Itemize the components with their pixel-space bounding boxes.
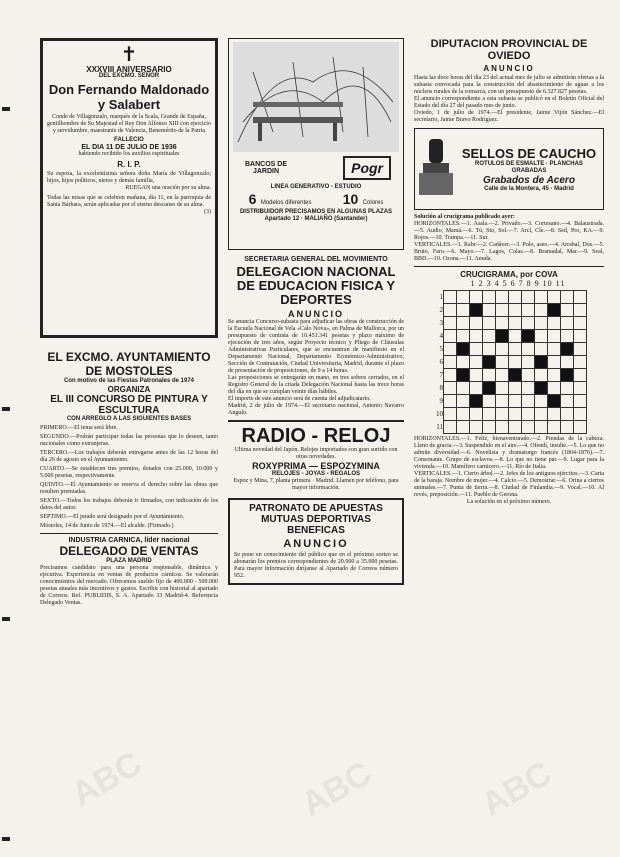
- row-number: 5: [439, 345, 443, 353]
- sellos-title: SELLOS DE CAUCHO: [461, 145, 597, 161]
- mostoles-sub: Con motivo de las Fiestas Patronales de 1974: [63, 378, 195, 384]
- delegacion-text: Se anuncia Concurso-subasta para adjudicar las obras de construcción de la Escuela Nacional de Vela «Calo Nova», en Palma de Mallorca, por un presupuesto de contrata de 10.451.341 pesetas y plazo máximo de ejecución de tres años, según Proyecto técnico y Pliego de Cláusulas Administrativas Particulares, que se encuentran de manifiesto en el Departamento Nacional, Departamento Económico-Administrativo, Sección de Contratación, Ciudad Universitaria, Madrid, durante el plazo de presentación de proposiciones, de 9 a 14 horas.: [228, 319, 404, 374]
- crossword-cell: [457, 395, 470, 408]
- crossword-cell: [470, 382, 483, 395]
- radio-addr: Espoz y Mina, 7, planta primera · Madrid. Llamen por teléfono, para mayor información.: [233, 478, 399, 491]
- crossword-cell: [548, 395, 561, 408]
- crossword-cell: [483, 356, 496, 369]
- crossword-cell: [457, 291, 470, 304]
- row-number: 2: [439, 306, 443, 314]
- delegacion-title: DELEGACION NACIONAL DE EDUCACION FISICA Y DEPORTES: [236, 264, 396, 307]
- crossword-cell: [522, 291, 535, 304]
- column-numbers: 1 2 3 4 5 6 7 8 9 10 11: [470, 279, 566, 288]
- crossword-cell: [561, 382, 574, 395]
- crossword-cell: [457, 343, 470, 356]
- patronato-anuncio: ANUNCIO: [283, 538, 349, 550]
- crossword-cell: [444, 382, 457, 395]
- crossword-cell: [574, 330, 587, 343]
- industria-ad: [40, 537, 218, 607]
- crossword-cell: [535, 356, 548, 369]
- solucion-h: HORIZONTALES.—1. Asala.—2. Privado.—3. Cortesano.—4. Balaustrada.—5. Audio, Mamá.—6. Tú, Sto, Sol.—7. Arcl, Cle.—8. Sed, Pro, KA.—9. Rojos.—10. Trampa.—11. Sur.: [414, 221, 604, 241]
- row-number: 1: [439, 293, 443, 301]
- column-middle: [228, 38, 404, 585]
- crossword-cell: [483, 304, 496, 317]
- crossword-cell: [496, 369, 509, 382]
- honorific: DEL EXCMO. SEÑOR: [98, 73, 160, 79]
- bancos-ad: [228, 38, 404, 250]
- watermark: ABC: [295, 754, 378, 824]
- bases-item: PRIMERO.—El tema será libre.: [40, 425, 118, 431]
- bases-list: [40, 425, 218, 521]
- crossword-cell: [470, 395, 483, 408]
- organiza: ORGANIZA: [107, 385, 151, 394]
- titles: Conde de Villagonzalo, marqués de la Scala, Grande de España, gentilhombre de Su Majestad el Rey Don Alfonso XIII con ejercicio y servidumbre, maestrante de Valencia, Benemérito de la Patria: [47, 114, 211, 134]
- crossword-cell: [496, 408, 509, 421]
- crossword-cell: [548, 408, 561, 421]
- crossword-cell: [483, 382, 496, 395]
- crossword-cell: [522, 330, 535, 343]
- crossword-cell: [509, 291, 522, 304]
- concurso-title: EL III CONCURSO DE PINTURA Y ESCULTURA: [50, 394, 208, 416]
- crossword-cell: [509, 382, 522, 395]
- delegacion-ad: [228, 256, 404, 417]
- anuncio-label: ANUNCIO: [288, 309, 344, 319]
- row-number: 6: [439, 358, 443, 366]
- crossword-cell: [457, 382, 470, 395]
- crossword-grid: [431, 290, 587, 434]
- bases-item: SEPTIMO.—El jurado será designado por el Ayuntamiento.: [40, 514, 185, 520]
- crossword-cell: [444, 291, 457, 304]
- crossword-cell: [470, 421, 483, 434]
- crossword-cell: [509, 343, 522, 356]
- crucigrama-title: CRUCIGRAMA, por COVA: [460, 270, 558, 279]
- crossword-cell: [496, 304, 509, 317]
- crossword-cell: [470, 291, 483, 304]
- row-number: 10: [436, 410, 443, 418]
- bancos-label: BANCOS DE JARDIN: [244, 161, 287, 175]
- crossword-cell: [483, 408, 496, 421]
- radio-cat: RELOJES - JOYAS - REGALOS: [271, 471, 361, 477]
- colors-label: Colores: [362, 200, 384, 206]
- crossword-cell: [548, 382, 561, 395]
- crossword-cell: [548, 356, 561, 369]
- crossword-cell: [483, 369, 496, 382]
- crossword-cell: [496, 317, 509, 330]
- colors-count: 10: [342, 191, 359, 207]
- crossword-cell: [522, 395, 535, 408]
- crossword-cell: [496, 291, 509, 304]
- crossword-cell: [548, 330, 561, 343]
- crossword-cell: [548, 291, 561, 304]
- row-number: 9: [439, 397, 443, 405]
- crossword-cell: [574, 317, 587, 330]
- delegacion-text3: El importe de este anuncio será de cuenta del adjudicatario.: [228, 396, 371, 402]
- delegacion-text2: Las proposiciones se entregarán en mano, en tres sobres cerrados, en el Registro General de la citada Delegación Nacional hasta las trece horas del día en que se cumplan veinte días hábiles.: [228, 375, 404, 395]
- crossword-cell: [535, 395, 548, 408]
- crossword-cell: [522, 304, 535, 317]
- crossword-cell: [457, 304, 470, 317]
- crossword-cell: [496, 382, 509, 395]
- crossword-cell: [509, 317, 522, 330]
- crossword-cell: [522, 408, 535, 421]
- crossword-cell: [522, 369, 535, 382]
- crossword-cell: [561, 330, 574, 343]
- patronato-title: PATRONATO DE APUESTAS MUTUAS DEPORTIVAS BENEFICAS: [249, 503, 383, 536]
- models-count: 6: [248, 191, 257, 207]
- radio-sub: Ultima novedad del Japón. Relojes importados con gran surtido con otras novedades.: [234, 447, 398, 460]
- crossword-cell: [522, 343, 535, 356]
- diputacion-text: Hasta las doce horas del día 23 del actual mes de julio se admitirán ofertas a la subasta convocada para la construcción del abastecimiento de aguas a los núcleos rurales de la comarca, con un presupuesto de 6.327.827 pesetas.: [414, 75, 604, 95]
- crossword-cell: [444, 343, 457, 356]
- patronato-ad: [228, 498, 404, 585]
- crossword-cell: [457, 369, 470, 382]
- cross-icon: ✝: [120, 44, 138, 66]
- crossword-cell: [470, 356, 483, 369]
- delegacion-sign: Madrid, 2 de julio de 1974.—El secretario nacional, Antonio Navarro Angulo.: [228, 403, 404, 416]
- crossword-cell: [470, 408, 483, 421]
- line1: LINEA GENERATIVO - ESTUDIO: [270, 184, 362, 190]
- radio-ad: [228, 425, 404, 492]
- crossword-cell: [457, 356, 470, 369]
- crossword-cell: [444, 304, 457, 317]
- request-prayer: RUEGAN una oración por su alma.: [125, 185, 211, 191]
- crossword-cell: [470, 317, 483, 330]
- bases-item: TERCERO.—Los trabajos deberán entregarse antes de las 12 horas del día 26 de agosto en el Ayuntamiento.: [40, 450, 218, 463]
- crossword-cell: [483, 395, 496, 408]
- column-right: [414, 38, 604, 506]
- mostoles-title: EL EXCMO. AYUNTAMIENTO DE MOSTOLES: [47, 350, 211, 378]
- rip: R. I. P.: [117, 160, 141, 169]
- crossword-cell: [561, 317, 574, 330]
- crossword-cell: [509, 330, 522, 343]
- crossword-cell: [535, 382, 548, 395]
- crossword-cell: [535, 330, 548, 343]
- crossword-cell: [470, 369, 483, 382]
- stamp-icon: [419, 139, 453, 199]
- crossword-cell: [574, 343, 587, 356]
- bases-item: QUINTO.—El Ayuntamiento se reserva el derecho sobre las obras que resulten premiadas.: [40, 482, 218, 495]
- solucion-title: Solución al crucigrama publicado ayer:: [414, 214, 515, 220]
- sellos-sub: ROTULOS DE ESMALTE · PLANCHAS GRABADAS: [475, 160, 583, 174]
- death-date: EL DIA 11 DE JULIO DE 1936: [81, 144, 177, 151]
- crossword-cell: [496, 330, 509, 343]
- crucigrama-foot: La solución en el próximo número.: [466, 499, 552, 505]
- crossword-cell: [483, 291, 496, 304]
- crossword-cell: [574, 291, 587, 304]
- crossword-cell: [561, 408, 574, 421]
- sellos-name: Grabados de Acero: [483, 174, 575, 186]
- watermark: ABC: [475, 754, 558, 824]
- crossword-cell: [457, 421, 470, 434]
- crossword-cell: [561, 291, 574, 304]
- ad-ref: (3): [204, 209, 211, 215]
- crossword-cell: [522, 421, 535, 434]
- crucigrama-v: VERTICALES.—1. Cierto árbol.—2. Jefes de los antiguos ejércitos.—3. Carta de la baraja. Nombre de mujer.—4. Calcio.—5. Demostrar.—6. Orina a ciertos animales.—7. Punta de tierra.—8. Ciudad de Finlandia.—9. Vocal.—10. Al revés, preposición.—11. Pueblo de Gerona.: [414, 471, 604, 498]
- family-text: Su esposa, la excelentísima señora doña María de Villagonzalo; hijos, hijos políticos, nietos y demás familia,: [47, 171, 211, 184]
- crossword-cell: [535, 304, 548, 317]
- crossword-cell: [548, 317, 561, 330]
- crossword-cell: [496, 421, 509, 434]
- crossword-cell: [509, 304, 522, 317]
- industria-place: PLAZA MADRID: [106, 558, 152, 564]
- row-number: 8: [439, 384, 443, 392]
- secretaria: SECRETARIA GENERAL DEL MOVIMIENTO: [244, 256, 388, 263]
- crossword-cell: [548, 421, 561, 434]
- crossword-cell: [509, 369, 522, 382]
- patronato-text: Se pone en conocimiento del público que en el próximo sorteo se abonarán los premios correspondientes de 20.000 a 35.000 pesetas. Para mayor información diríjanse al Apartado de Correos número 952.: [234, 552, 398, 579]
- crossword-cell: [561, 421, 574, 434]
- crossword-cell: [509, 356, 522, 369]
- crossword-cell: [509, 408, 522, 421]
- crossword-cell: [535, 343, 548, 356]
- diputacion-ad: [414, 38, 604, 124]
- column-left: [40, 38, 218, 607]
- crossword-cell: [561, 343, 574, 356]
- crossword-cell: [483, 330, 496, 343]
- row-number: 4: [439, 332, 443, 340]
- industria-text: Precisamos candidato para una persona responsable, dinámica y ejecutiva. Experiencia en ventas de productos cárnicos. Se valorarán conocimientos del mercado. Ofrecemos sueldo fijo de 400.000 - 500.000 pesetas anuales más incentivos y gastos. Escribir con historial al apartado de Correos. Ref. PUBLIDIS, S. A. Apartado 33 Madrid-4. Referencia Delegado Ventas.: [40, 565, 218, 606]
- crossword-cell: [574, 408, 587, 421]
- row-number: 11: [436, 423, 443, 431]
- bases-item: SEGUNDO.—Podrán participar todas las personas que lo deseen, tanto nacionales como extranjeras.: [40, 434, 218, 447]
- crossword-cell: [509, 421, 522, 434]
- obituary-notice: [40, 38, 218, 338]
- crossword-cell: [470, 304, 483, 317]
- crossword-cell: [561, 395, 574, 408]
- diputacion-anuncio: ANUNCIO: [483, 64, 535, 73]
- bases-item: SEXTO.—Todos los trabajos deberán ir firmados, con indicación de los datos del autor.: [40, 498, 218, 511]
- crossword-cell: [496, 356, 509, 369]
- crossword-cell: [444, 317, 457, 330]
- distribuidor: DISTRIBUIDOR PRECISAMOS EN ALGUNAS PLAZAS: [239, 209, 393, 215]
- sellos-ad: [414, 128, 604, 210]
- crossword-cell: [535, 291, 548, 304]
- crossword-cell: [574, 382, 587, 395]
- crossword-cell: [444, 369, 457, 382]
- crossword-cell: [561, 304, 574, 317]
- industria-title: DELEGADO DE VENTAS: [59, 544, 199, 558]
- row-number: 7: [439, 371, 443, 379]
- crucigrama: [414, 270, 604, 506]
- bases-label: CON ARREGLO A LAS SIGUIENTES BASES: [66, 416, 192, 422]
- deceased-name: Don Fernando Maldonado y Salabert: [48, 82, 210, 112]
- solucion: [414, 214, 604, 263]
- crossword-cell: [548, 343, 561, 356]
- crossword-cell: [561, 369, 574, 382]
- radio-brands: ROXYPRIMA — ESPOZYMINA: [252, 461, 380, 471]
- industria-head: INDUSTRIA CARNICA, líder nacional: [68, 537, 190, 544]
- crossword-cell: [457, 317, 470, 330]
- crossword-cell: [457, 330, 470, 343]
- crossword-cell: [496, 343, 509, 356]
- brand-logo: Pogr: [343, 156, 391, 180]
- masses-text: Todas las misas que se celebren mañana, día 11, en la parroquia de Santa Bárbara, serán aplicadas por el eterno descanso de su alma.: [47, 195, 211, 208]
- sacraments: habiendo recibido los auxilios espirituales: [78, 151, 180, 157]
- crucigrama-h: HORIZONTALES.—1. Feliz, bienaventurado.—2. Prendas de la cabeza. Lleno de gracia.—3. Suspendido en el aire.—4. Ofendí, insulté.—5. Lo que no admite diversidad.—6. Novelista y dramaturgo francés (1804-1876).—7. Consonante. Grupo de esclavos.—8. Lo que no tiene par.—9. Lugar para la vivienda.—10. Mamífero carnicero.—11. Río de Italia.: [414, 436, 604, 470]
- crossword-cell: [496, 395, 509, 408]
- crossword-cell: [444, 395, 457, 408]
- crossword-cell: [535, 421, 548, 434]
- crossword-cell: [444, 330, 457, 343]
- anniversary: XXXVIII ANIVERSARIO: [86, 65, 172, 74]
- sellos-addr: Calle de la Montera, 45 · Madrid: [484, 185, 574, 192]
- garden-bench-illustration: [233, 42, 399, 152]
- radio-title: RADIO - RELOJ: [241, 425, 391, 447]
- crossword-cell: [574, 304, 587, 317]
- crossword-cell: [548, 369, 561, 382]
- crossword-cell: [483, 343, 496, 356]
- crossword-cell: [522, 356, 535, 369]
- crossword-cell: [535, 317, 548, 330]
- crossword-cell: [574, 421, 587, 434]
- crossword-cell: [483, 317, 496, 330]
- crossword-cell: [522, 382, 535, 395]
- crossword-cell: [483, 421, 496, 434]
- watermark: ABC: [65, 744, 148, 814]
- crossword-cell: [444, 356, 457, 369]
- crossword-cell: [457, 408, 470, 421]
- diputacion-sign: Oviedo, 1 de julio de 1974.—El presidente, Jaime Vijón Sánchez.—El secretario, Jaime Bravo Rodríguez.: [414, 110, 604, 123]
- crossword-cell: [574, 369, 587, 382]
- diputacion-text2: El anuncio correspondiente a esta subasta se publicó en el Boletín Oficial del Estado del día 27 del pasado mes de junio.: [414, 96, 604, 109]
- solucion-v: VERTICALES.—1. Rabr.—2. Cadáver.—3. Polo, aseo.—4. Arrabal, Dos.—5. Bruto, Faro.—6. Mayo.—7. Lagos, Colas.—8. Bramadal, Mar.—9. Seal, BBD.—10. Ozona.—11. Anuda.: [414, 242, 604, 262]
- crossword-cell: [574, 356, 587, 369]
- crossword-cell: [509, 395, 522, 408]
- bancos-contact: Apartado 12 · MALIAÑO (Santander): [264, 216, 368, 222]
- crossword-cell: [561, 356, 574, 369]
- crossword-cell: [535, 408, 548, 421]
- crossword-cell: [548, 304, 561, 317]
- crossword-cell: [470, 330, 483, 343]
- crossword-cell: [470, 343, 483, 356]
- crossword-cell: [444, 421, 457, 434]
- diputacion-title: DIPUTACION PROVINCIAL DE OVIEDO: [430, 38, 588, 62]
- mostoles-sign: Móstoles, 14 de Junio de 1974.—El alcalde. (Firmado.): [40, 523, 174, 529]
- bases-item: CUARTO.—Se establecen tres premios, dotados con 25.000, 10.000 y 5.000 pesetas, respectivamente.: [40, 466, 218, 479]
- died-label: FALLECIO: [114, 137, 144, 143]
- mostoles-ad: [40, 350, 218, 530]
- crossword-cell: [522, 317, 535, 330]
- crossword-cell: [444, 408, 457, 421]
- row-number: 3: [439, 319, 443, 327]
- models-label: Modelos diferentes: [260, 200, 312, 206]
- crossword-cell: [535, 369, 548, 382]
- crossword-cell: [574, 395, 587, 408]
